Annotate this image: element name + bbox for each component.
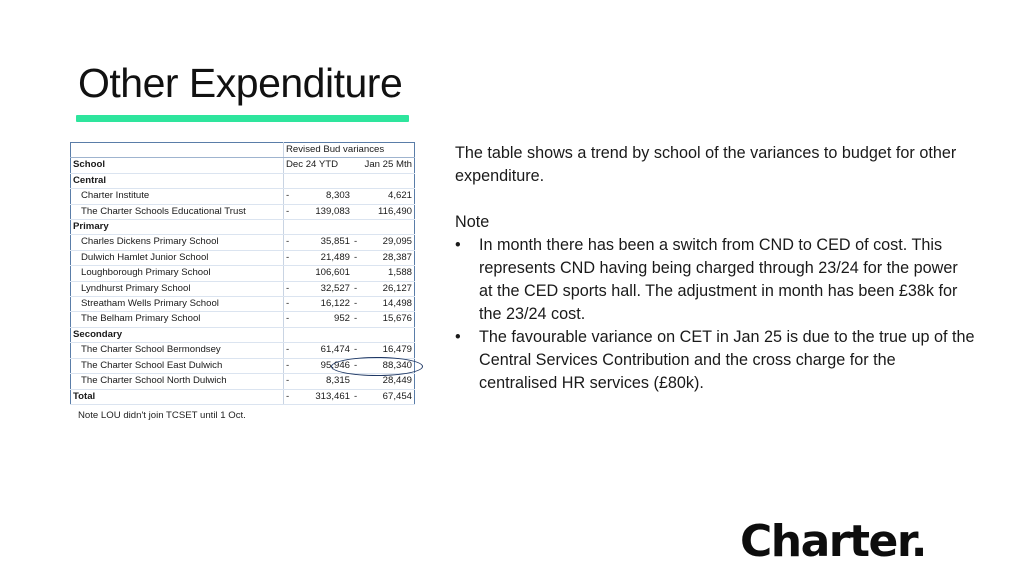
- jan-sign-cell: [352, 266, 366, 281]
- table-group-header-row: [71, 143, 415, 158]
- table-section-row: [71, 173, 415, 188]
- jan-sign-cell: -: [352, 358, 366, 373]
- commentary-text: [455, 142, 975, 395]
- dec-value-cell: 61,474: [300, 343, 352, 358]
- group-header: Revised Bud variances: [284, 143, 415, 158]
- dec-sign-cell: -: [284, 358, 301, 373]
- school-name-cell: Streatham Wells Primary School: [71, 297, 284, 312]
- bullet-marker: •: [455, 328, 461, 346]
- slide-title: Other Expenditure: [78, 60, 403, 106]
- school-name-cell: Dulwich Hamlet Junior School: [71, 250, 284, 265]
- school-name-cell: The Charter School Bermondsey: [71, 343, 284, 358]
- dec-value-cell: 16,122: [300, 297, 352, 312]
- table-column-header-row: [71, 158, 415, 173]
- jan-value-cell: 88,340: [366, 358, 415, 373]
- dec-sign-cell: -: [284, 189, 301, 204]
- empty-cell: [300, 220, 352, 235]
- dec-value-cell: 952: [300, 312, 352, 327]
- total-dec-sign: -: [284, 389, 301, 404]
- dec-value-cell: 35,851: [300, 235, 352, 250]
- empty-cell: [352, 173, 366, 188]
- section-label: Secondary: [71, 327, 284, 342]
- dec-sign-cell: -: [284, 374, 301, 389]
- table-row: [71, 189, 415, 204]
- empty-cell: [284, 327, 301, 342]
- charter-logo: Charter.: [740, 516, 927, 567]
- table-section-row: [71, 220, 415, 235]
- jan-sign-cell: -: [352, 312, 366, 327]
- school-name-cell: The Charter School East Dulwich: [71, 358, 284, 373]
- dec-sign-cell: -: [284, 297, 301, 312]
- empty-cell: [300, 173, 352, 188]
- note-heading: Note: [455, 213, 490, 231]
- note-bullet-text: In month there has been a switch from CND to CED of cost. This represents CND having being charged through 23/24 for the power at the CED sports hall. The adjustment in month has been £38k for the 23/24 cost.: [479, 236, 958, 323]
- dec-value-cell: 106,601: [300, 266, 352, 281]
- dec-value-cell: 95,946: [300, 358, 352, 373]
- jan-sign-cell: [352, 204, 366, 219]
- jan-value-cell: 29,095: [366, 235, 415, 250]
- section-label: Central: [71, 173, 284, 188]
- school-name-cell: The Charter School North Dulwich: [71, 374, 284, 389]
- dec-sign-cell: -: [284, 343, 301, 358]
- empty-cell: [284, 173, 301, 188]
- dec-sign-cell: -: [284, 250, 301, 265]
- jan-sign-cell: -: [352, 235, 366, 250]
- jan-sign-cell: -: [352, 343, 366, 358]
- table-row: [71, 374, 415, 389]
- jan-sign-cell: -: [352, 297, 366, 312]
- jan-value-cell: 28,449: [366, 374, 415, 389]
- empty-cell: [284, 220, 301, 235]
- jan-sign-cell: [352, 374, 366, 389]
- note-bullet-list: [455, 234, 975, 395]
- dec-sign-cell: -: [284, 235, 301, 250]
- table-footnote: Note LOU didn't join TCSET until 1 Oct.: [78, 410, 246, 421]
- empty-cell: [300, 327, 352, 342]
- total-jan-sign: -: [352, 389, 366, 404]
- table-section-row: [71, 327, 415, 342]
- school-name-cell: Loughborough Primary School: [71, 266, 284, 281]
- total-dec-value: 313,461: [300, 389, 352, 404]
- note-bullet-item: [455, 326, 975, 395]
- jan-value-cell: 28,387: [366, 250, 415, 265]
- jan-value-cell: 16,479: [366, 343, 415, 358]
- jan-value-cell: 15,676: [366, 312, 415, 327]
- dec-value-cell: 8,303: [300, 189, 352, 204]
- col-header-dec: Dec 24 YTD: [284, 158, 353, 173]
- dec-value-cell: 8,315: [300, 374, 352, 389]
- empty-cell: [366, 173, 415, 188]
- table-row: [71, 297, 415, 312]
- jan-value-cell: 4,621: [366, 189, 415, 204]
- table-row: [71, 235, 415, 250]
- dec-sign-cell: [284, 266, 301, 281]
- school-name-cell: The Belham Primary School: [71, 312, 284, 327]
- section-label: Primary: [71, 220, 284, 235]
- dec-value-cell: 139,083: [300, 204, 352, 219]
- jan-sign-cell: [352, 189, 366, 204]
- jan-value-cell: 26,127: [366, 281, 415, 296]
- table-row: [71, 250, 415, 265]
- title-accent-bar: [76, 115, 409, 122]
- dec-value-cell: 21,489: [300, 250, 352, 265]
- school-name-cell: Charter Institute: [71, 189, 284, 204]
- table-row: [71, 281, 415, 296]
- jan-value-cell: 14,498: [366, 297, 415, 312]
- table-total-row: [71, 389, 415, 404]
- empty-cell: [352, 327, 366, 342]
- jan-sign-cell: -: [352, 250, 366, 265]
- total-jan-value: 67,454: [366, 389, 415, 404]
- school-name-cell: The Charter Schools Educational Trust: [71, 204, 284, 219]
- commentary-intro: The table shows a trend by school of the variances to budget for other expenditure.: [455, 144, 957, 185]
- table-row: [71, 204, 415, 219]
- bullet-marker: •: [455, 236, 461, 254]
- col-header-jan: Jan 25 Mth: [352, 158, 415, 173]
- table-row: [71, 343, 415, 358]
- dec-value-cell: 32,527: [300, 281, 352, 296]
- dec-sign-cell: -: [284, 204, 301, 219]
- jan-sign-cell: -: [352, 281, 366, 296]
- school-name-cell: Lyndhurst Primary School: [71, 281, 284, 296]
- table-row: [71, 266, 415, 281]
- jan-value-cell: 1,588: [366, 266, 415, 281]
- table-row: [71, 312, 415, 327]
- empty-cell: [366, 327, 415, 342]
- empty-cell: [352, 220, 366, 235]
- jan-value-cell: 116,490: [366, 204, 415, 219]
- dec-sign-cell: -: [284, 312, 301, 327]
- school-name-cell: Charles Dickens Primary School: [71, 235, 284, 250]
- empty-cell: [366, 220, 415, 235]
- dec-sign-cell: -: [284, 281, 301, 296]
- col-header-school: School: [71, 158, 284, 173]
- note-bullet-item: [455, 234, 975, 326]
- highlight-circle: [331, 357, 423, 376]
- note-bullet-text: The favourable variance on CET in Jan 25 is due to the true up of the Central Services Contribution and the cross charge for the centralised HR services (£80k).: [479, 328, 975, 392]
- total-label: Total: [71, 389, 284, 404]
